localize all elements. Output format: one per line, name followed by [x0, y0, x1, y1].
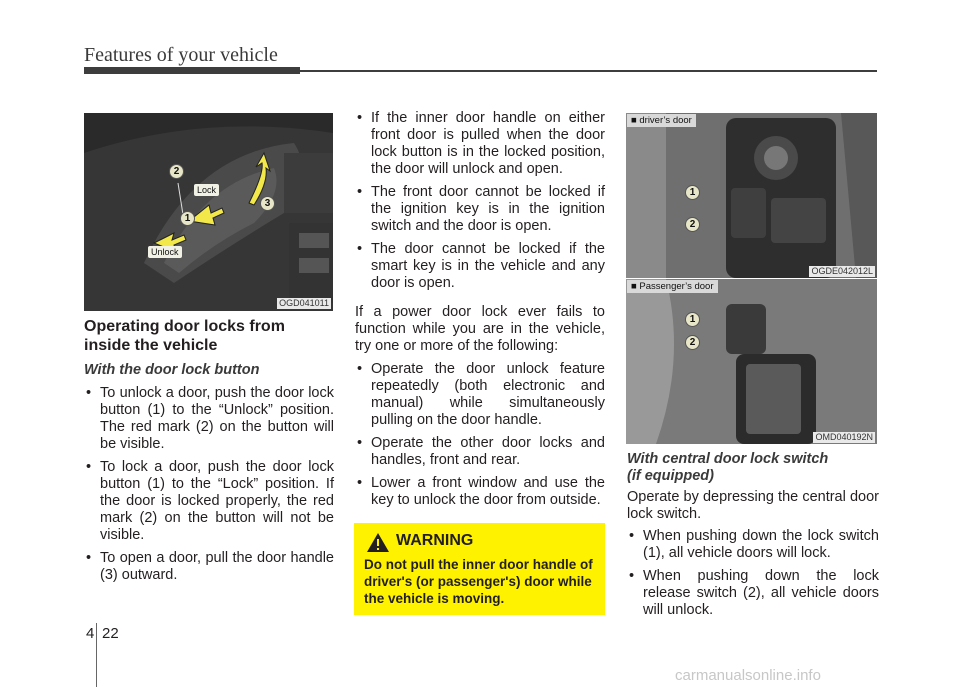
bullet-list — [355, 361, 605, 509]
header-title: Features of your vehicle — [84, 44, 278, 66]
door-lock-illustration — [84, 113, 333, 311]
passengers-door-illustration — [626, 279, 877, 444]
page-divider — [96, 623, 97, 687]
bullet-list — [355, 110, 605, 292]
list-item: • To open a door, pull the door handle (3) outward. — [84, 550, 334, 584]
warning-triangle-icon — [366, 532, 390, 553]
callout-3: 3 — [260, 196, 275, 211]
bullet-list — [84, 385, 334, 584]
door-lock-photo — [84, 113, 333, 311]
subheading-line-2: (if equipped) — [627, 468, 714, 484]
watermark: carmanualsonline.info — [675, 667, 821, 684]
section-heading — [84, 317, 334, 355]
column-2 — [355, 110, 605, 515]
callout-1: 1 — [685, 312, 700, 327]
lock-label: Lock — [194, 184, 219, 196]
callout-2: 2 — [685, 335, 700, 350]
list-item: • To unlock a door, push the door lock button (1) to the “Unlock” position. The red mark (2) on the button will be visible. — [84, 385, 334, 453]
drivers-door-photo — [626, 113, 877, 278]
subheading-line-1: With central door lock switch — [627, 451, 829, 467]
section-central-lock — [627, 451, 879, 625]
heading-text: Operating door locks from inside the vehicle — [84, 318, 285, 354]
header-bar — [84, 67, 300, 74]
drivers-door-tag: ■ driver’s door — [627, 114, 696, 127]
header-rule — [300, 70, 877, 72]
chapter-number: 4 — [86, 625, 95, 642]
warning-box — [354, 523, 605, 615]
figure-code: OGD041011 — [279, 298, 329, 308]
list-item: • Lower a front window and use the key to unlock the door from outside. — [355, 475, 605, 509]
callout-1: 1 — [180, 211, 195, 226]
warning-title: WARNING — [396, 532, 474, 549]
drivers-door-illustration — [626, 113, 877, 278]
list-item: • The front door cannot be locked if the ignition key is in the ignition switch and the door is open. — [355, 184, 605, 235]
bullet-list — [627, 528, 879, 619]
page-number: 22 — [102, 625, 119, 642]
list-item: • To lock a door, push the door lock button (1) to the “Lock” position. If the door is locked properly, the red mark (2) on the button will not be visible. — [84, 459, 334, 544]
passengers-door-tag: ■ Passenger’s door — [627, 280, 718, 293]
callout-1: 1 — [685, 185, 700, 200]
passengers-door-photo — [626, 279, 877, 444]
figure-code: OMD040192N — [815, 432, 873, 442]
callout-2: 2 — [169, 164, 184, 179]
figure-code: OGDE042012L — [811, 266, 873, 276]
unlock-label: Unlock — [148, 246, 182, 258]
warning-body: Do not pull the inner door handle of driver's (or passenger's) door while the vehicle is moving. — [364, 557, 593, 606]
list-item: • When pushing down the lock switch (1), all vehicle doors will lock. — [627, 528, 879, 562]
list-item: • Operate the other door locks and handles, front and rear. — [355, 435, 605, 469]
paragraph: Operate by depressing the central door lock switch. — [627, 489, 879, 522]
subheading-door-lock-button: With the door lock button — [84, 362, 260, 378]
list-item: • The door cannot be locked if the smart key is in the vehicle and any door is open. — [355, 241, 605, 292]
list-item: • If the inner door handle on either front door is pulled when the door lock button is in the locked position, the door will unlock and open. — [355, 110, 605, 178]
list-item: • Operate the door unlock feature repeatedly (both electronic and manual) while simultaneously pulling on the door handle. — [355, 361, 605, 429]
list-item: • When pushing down the lock release switch (2), all vehicle doors will unlock. — [627, 568, 879, 619]
paragraph: If a power door lock ever fails to function while you are in the vehicle, try one or more of the following: — [355, 304, 605, 354]
subheading-central-lock — [627, 451, 879, 485]
callout-2: 2 — [685, 217, 700, 232]
section-inside-locks — [84, 317, 334, 590]
